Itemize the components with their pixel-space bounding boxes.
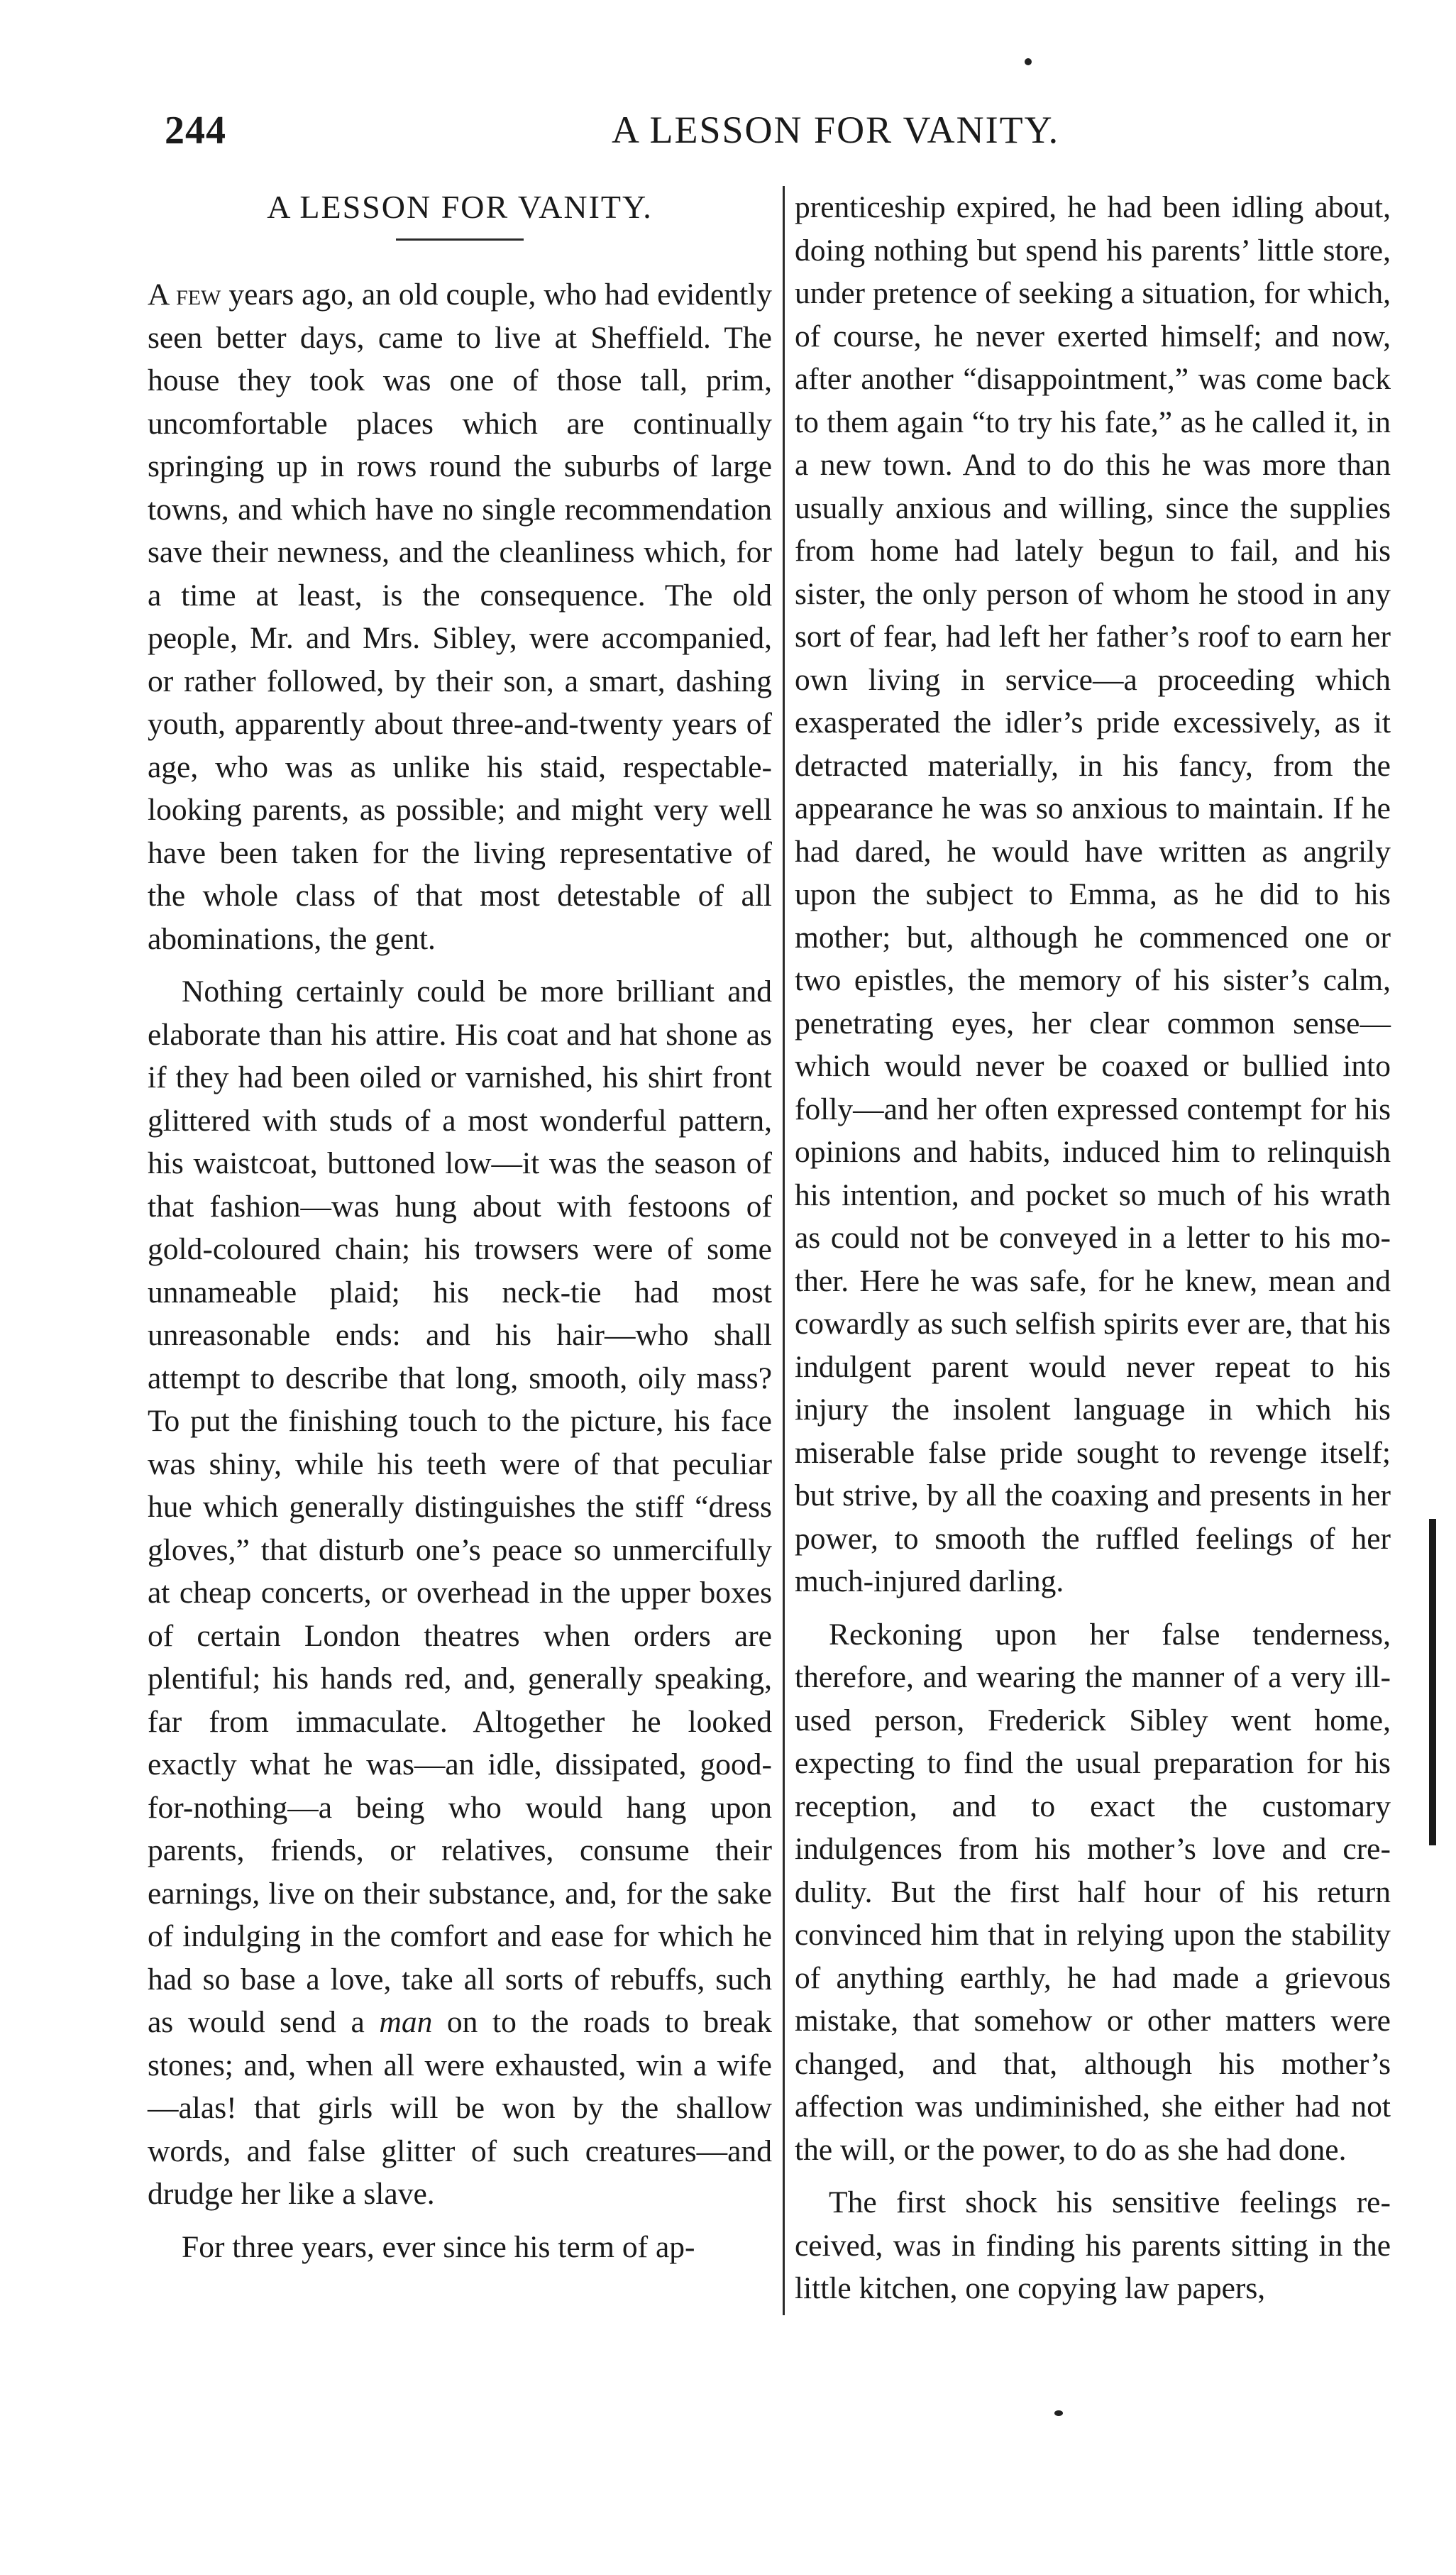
paragraph-3-continued: prenticeship expired, he had been idling about, doing nothing but spend his parents’ little store, under pretence of seeking a situation, for which, of course, he never exerted himself; and now, after another “disappointment,” was come back to them again “to try his fate,” as he called it, in a new town. And to do this he was more than usually anxious and willing, since the supplies from home had lately begun to fail, and his sister, the only person of whom he stood in any sort of fear, had left her father’s roof to earn her own living in service—a proceeding which exasperated the idler’s pride excessively, as it detracted materially, in his fancy, from the appearance he was so anxious to maintain. If he had dared, he would have written as angrily upon the subject to Emma, as he did to his mother; but, although he commenced one or two epistles, the memory of his sister’s calm, penetrating eyes, her clear common sense—which would never be coaxed or bullied into folly—and her often expressed contempt for his opinions and habits, induced him to relinquish his intention, and pocket so much of his wrath as could not be conveyed in a letter to his mother. Here he was safe, for he knew, mean and cowardly as such selfish spirits ever are, that his indulgent parent would never repeat to his injury the insolent language in which his miserable false pride sought to revenge itself; but strive, by all the coaxing and presents in her power, to smooth the ruffled feelings of her much-injured darling.: [795, 190, 1391, 1598]
page-header: [165, 108, 1392, 172]
title-rule: [396, 238, 524, 241]
article-title: A LESSON FOR VANITY.: [267, 189, 653, 225]
paragraph-1: [148, 273, 772, 960]
paragraph-3: For three years, ever since his term of ap-: [182, 2229, 695, 2264]
paragraph-2-italic: man: [379, 2005, 433, 2039]
right-column: [795, 186, 1391, 2320]
paragraph-4: Reckoning upon her false tenderness, therefore, and wearing the manner of a very ill-used person, Frederick Sibley went home, expecting to find the usual preparation for his reception, and to exact the customary indulgences from his mother’s love and credulity. But the first half hour of his return convinced him that in relying upon the stability of anything earthly, he had made a grievous mistake, that somehow or other matters were changed, and that, although his mother’s affection was undiminished, she either had not the will, or the power, to do as she had done.: [795, 1617, 1391, 2167]
ink-speck: [1025, 58, 1032, 65]
paragraph-2-text-a: Nothing certainly could be more brilliant and elaborate than his attire. His coat and hat shone as if they had been oiled or varnished, his shirt front glittered with studs of a most wonderful pattern, his waistcoat, buttoned low—it was the season of that fashion—was hung about with festoons of gold-coloured chain; his trowsers were of some unnameable plaid; his neck-tie had most unreasonable ends: and his hair—who shall attempt to describe that long, smooth, oily mass? To put the finishing touch to the picture, his face was shiny, while his teeth were of that peculiar hue which generally distinguishes the stiff “dress gloves,” that disturb one’s peace so unmercifully at cheap concerts, or overhead in the upper boxes of certain London theatres when orders are plentiful; his hands red, and, generally speaking, far from immaculate. Altogether he looked exactly what he was—an idle, dissipated, good-for-nothing—a being who would hang upon parents, friends, or relatives, consume their earnings, live on their substance, and, for the sake of indulging in the comfort and ease for which he had so base a love, take all sorts of rebuffs, such as would send a: [148, 974, 772, 2039]
paragraph-2-text-b: on to the roads to break stones; and, when all were exhausted, win a wife—alas! that girls will be won by the shallow words, and false glitter of such creatures—and drudge her like a slave.: [148, 2005, 773, 2211]
margin-mark: [1429, 1519, 1436, 1845]
left-column: [148, 186, 772, 2278]
paragraph-5: The first shock his sensitive feelings received, was in finding his parents sitting in the little kitchen, one copying law papers,: [795, 2185, 1391, 2305]
paragraph-2: [148, 970, 772, 2216]
running-title: A LESSON FOR VANITY.: [612, 109, 1060, 151]
opening-words: A few: [148, 278, 221, 312]
column-divider: [783, 186, 785, 2315]
paragraph-1-text: years ago, an old couple, who had evidently seen better days, came to live at Sheffield. The house they took was one of those tall, prim, uncomfortable places which are continually springing up in rows round the suburbs of large towns, and which have no single recommendation save their newness, and the cleanliness which, for a time at least, is the consequence. The old people, Mr. and Mrs. Sibley, were accompanied, or rather followed, by their son, a smart, dashing youth, apparently about three-and-twenty years of age, who was as unlike his staid, respectable-looking parents, as possible; and might very well have been taken for the living representative of the whole class of that most detestable of all abominations, the gent.: [148, 278, 772, 956]
ink-speck: [1054, 2410, 1063, 2416]
page-number: 244: [165, 109, 226, 153]
